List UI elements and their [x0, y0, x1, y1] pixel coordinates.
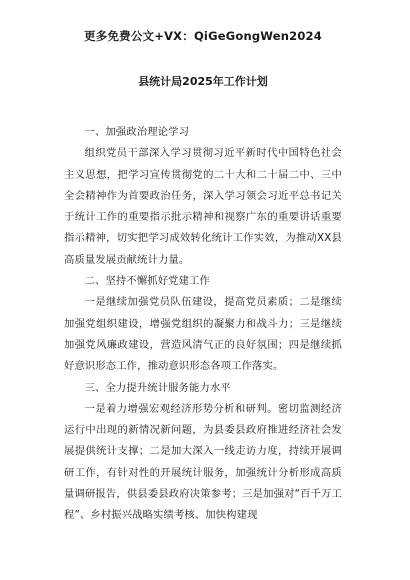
- section-heading-2: 二、坚持不懈抓好党建工作: [84, 275, 210, 288]
- document-body: [64, 122, 342, 527]
- section-heading-1: 一、加强政治理论学习: [84, 126, 190, 138]
- document-title: 县统计局2025年工作计划: [138, 75, 268, 88]
- section-paragraph-1: 组织党员干部深入学习贯彻习近平新时代中国特色社会主义思想，把学习宣传贯彻党的二十大和二十届二中、三中全会精神作为首要政治任务，深入学习领会习近平总书记关于统计工作的重要指示批示精神和视察广东的重要讲话重要指示精神，切实把学习成效转化统计工作实效，为推动XX县高质量发展贡献统计力量。: [64, 147, 342, 266]
- section-heading-3: 三、全力提升统计服务能力水平: [84, 381, 231, 394]
- promo-banner: 更多免费公文+VX：QiGeGongWen2024: [84, 29, 322, 43]
- section-paragraph-2: 一是继续加强党员队伍建设，提高党员素质；二是继续加强党组织建设，增强党组织的凝聚力和战斗力；三是继续加强党风廉政建设，营造风清气正的良好氛围；四是继续抓好意识形态工作，推动意识形态各项工作落实。: [64, 296, 342, 373]
- section-paragraph-3: 一是着力增强宏观经济形势分析和研判。密切监测经济运行中出现的新情况新问题，为县委县政府推进经济社会发展提供统计支撑；二是加大深入一线走访力度，持续开展调研工作，有针对性的开展统计服务，加强统计分析形成高质量调研报告，供县委县政府决策参考；三是加强对“百千万工程”、乡村振兴战略实绩考核、加快构建现: [64, 402, 342, 522]
